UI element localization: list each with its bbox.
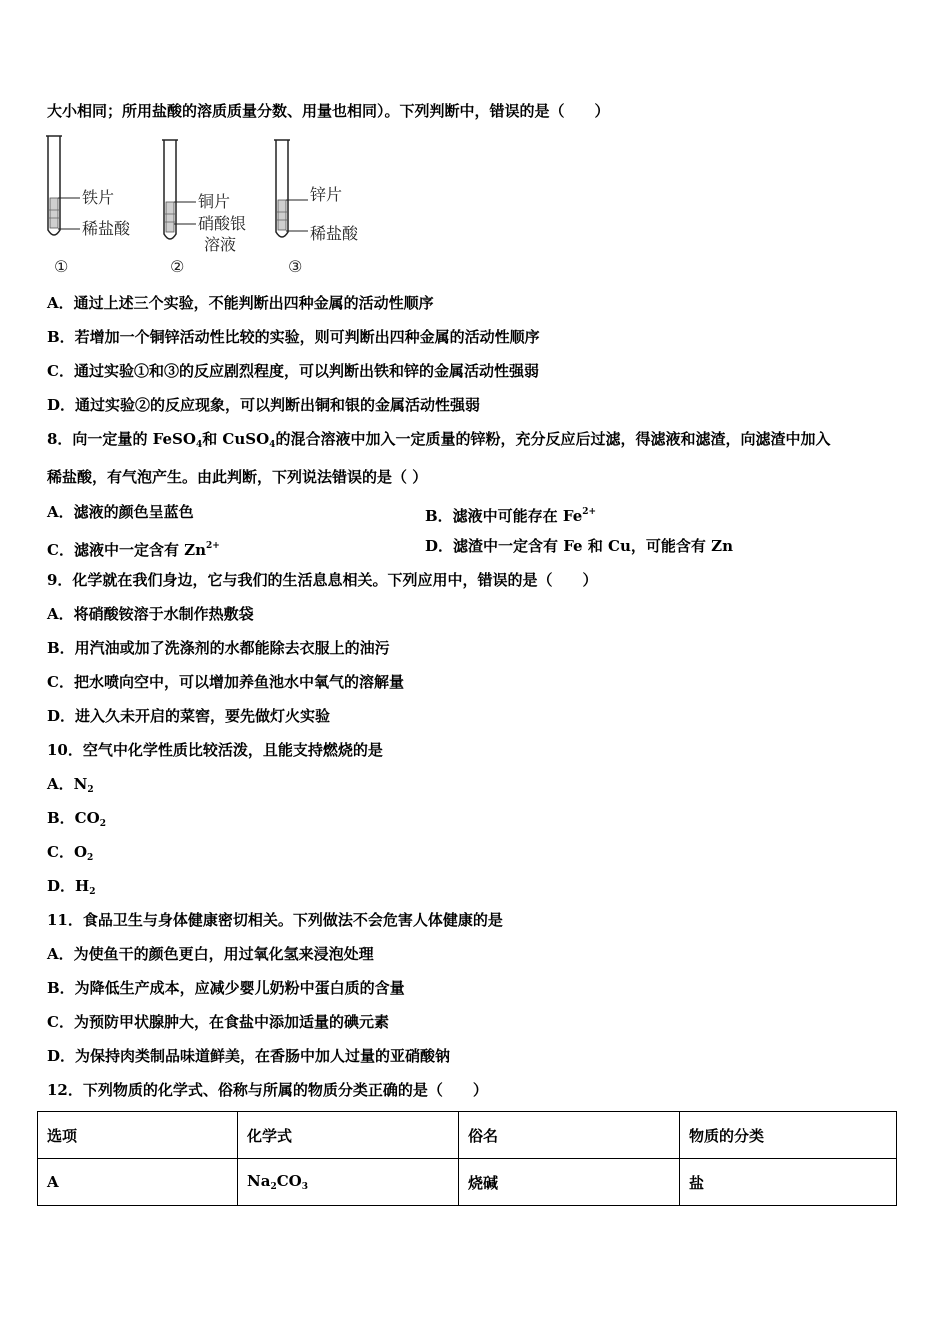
table-cell-formula xyxy=(238,1159,459,1206)
q10-option-d-text: D．H xyxy=(47,877,90,895)
q11-option-d: D．为保持肉类制品味道鲜美，在香肠中加人过量的亚硝酸钠 xyxy=(47,1047,451,1065)
q12-table xyxy=(37,1111,897,1206)
q10-option-c-sub: 2 xyxy=(87,853,94,863)
q11-option-a: A．为使鱼干的颜色更白，用过氧化氢来浸泡处理 xyxy=(47,945,374,963)
q8-sub-2: 4 xyxy=(269,440,276,450)
q11-option-c: C．为预防甲状腺肿大，在食盐中添加适量的碘元素 xyxy=(47,1013,389,1031)
tube1-number: ① xyxy=(54,257,69,276)
test-tube-2 xyxy=(162,140,246,276)
test-tube-1 xyxy=(46,136,131,276)
q8-stem-part-b: 和 CuSO xyxy=(202,430,270,448)
q8-stem-line2: 稀盐酸，有气泡产生。由此判断，下列说法错误的是（ ） xyxy=(47,468,428,486)
tube1-label-1: 铁片 xyxy=(82,188,115,207)
table-header-cell: 化学式 xyxy=(238,1112,459,1159)
q8-option-b xyxy=(425,502,596,526)
q8-stem-part-c: 的混合溶液中加入一定质量的锌粉，充分反应后过滤，得滤液和滤渣，向滤渣中加入 xyxy=(275,430,831,448)
formula-part-b: CO xyxy=(276,1172,302,1190)
formula-part-a: Na xyxy=(247,1172,271,1190)
q10-option-b xyxy=(47,808,106,834)
q9-option-c: C．把水喷向空中，可以增加养鱼池水中氧气的溶解量 xyxy=(47,673,404,691)
tube3-label-2: 稀盐酸 xyxy=(310,224,359,243)
q8-option-c-sup: 2+ xyxy=(206,541,220,551)
q8-option-d: D．滤渣中一定含有 Fe 和 Cu，可能含有 Zn xyxy=(425,537,733,555)
q8-stem-part-a: 8．向一定量的 FeSO xyxy=(47,430,196,448)
q8-sub-1: 4 xyxy=(195,440,203,450)
formula-sub-2: 3 xyxy=(301,1182,308,1192)
q7-option-d: D．通过实验②的反应现象，可以判断出铜和银的金属活动性强弱 xyxy=(47,396,481,414)
tube2-label-1: 铜片 xyxy=(198,192,231,211)
q10-option-a-sub: 2 xyxy=(87,785,94,795)
q10-option-d-sub: 2 xyxy=(89,887,96,897)
tube2-label-3: 溶液 xyxy=(204,235,237,254)
table-cell-category: 盐 xyxy=(680,1159,897,1206)
table-cell-option: A xyxy=(38,1159,238,1206)
tube3-number: ③ xyxy=(288,257,303,276)
q10-option-c-text: C．O xyxy=(47,843,88,861)
table-header-cell: 物质的分类 xyxy=(680,1112,897,1159)
test-tube-3 xyxy=(274,140,359,276)
q11-stem: 11．食品卫生与身体健康密切相关。下列做法不会危害人体健康的是 xyxy=(47,911,503,929)
tube1-label-2: 稀盐酸 xyxy=(82,219,131,238)
q7-option-a: A．通过上述三个实验，不能判断出四种金属的活动性顺序 xyxy=(47,294,434,312)
q7-intro: 大小相同；所用盐酸的溶质质量分数、用量也相同）。下列判断中，错误的是（ ） xyxy=(47,102,610,120)
tube2-number: ② xyxy=(170,257,185,276)
q7-option-c: C．通过实验①和③的反应剧烈程度，可以判断出铁和锌的金属活动性强弱 xyxy=(47,362,539,380)
table-header-cell: 俗名 xyxy=(459,1112,680,1159)
q7-option-b: B．若增加一个铜锌活动性比较的实验，则可判断出四种金属的活动性顺序 xyxy=(47,328,540,346)
q8-option-c xyxy=(47,541,220,559)
q12-stem: 12．下列物质的化学式、俗称与所属的物质分类正确的是（ ） xyxy=(47,1081,488,1099)
tube3-label-1: 锌片 xyxy=(310,185,343,204)
q8-stem-line1 xyxy=(47,429,830,455)
formula-sub-1: 2 xyxy=(270,1182,277,1192)
q8-option-c-text: C．滤液中一定含有 Zn xyxy=(47,541,207,559)
q8-options-row1 xyxy=(47,502,907,525)
test-tubes-figure xyxy=(44,132,384,278)
q9-stem: 9．化学就在我们身边，它与我们的生活息息相关。下列应用中，错误的是（ ） xyxy=(47,571,598,589)
q9-option-b: B．用汽油或加了洗涤剂的水都能除去衣服上的油污 xyxy=(47,639,390,657)
q8-option-a: A．滤液的颜色呈蓝色 xyxy=(47,503,194,521)
table-header-cell: 选项 xyxy=(38,1112,238,1159)
table-cell-common-name: 烧碱 xyxy=(459,1159,680,1206)
q9-option-a: A．将硝酸铵溶于水制作热敷袋 xyxy=(47,605,254,623)
q10-stem: 10．空气中化学性质比较活泼，且能支持燃烧的是 xyxy=(47,741,383,759)
q11-option-b: B．为降低生产成本，应减少婴儿奶粉中蛋白质的含量 xyxy=(47,979,405,997)
q8-options-row2 xyxy=(47,536,907,560)
q10-option-d xyxy=(47,876,95,902)
q10-option-b-text: B．CO xyxy=(47,809,100,827)
q9-option-d: D．进入久未开启的菜窖，要先做灯火实验 xyxy=(47,707,331,725)
q10-option-b-sub: 2 xyxy=(99,819,106,829)
q10-option-a-text: A．N xyxy=(47,775,88,793)
q8-option-b-sup: 2+ xyxy=(582,507,597,517)
q8-option-b-text: B．滤液中可能存在 Fe xyxy=(425,507,583,525)
table-header-row xyxy=(38,1112,897,1159)
table-row xyxy=(38,1159,897,1206)
q10-option-c xyxy=(47,842,93,868)
q10-option-a xyxy=(47,774,94,800)
tube2-label-2: 硝酸银 xyxy=(198,214,247,233)
